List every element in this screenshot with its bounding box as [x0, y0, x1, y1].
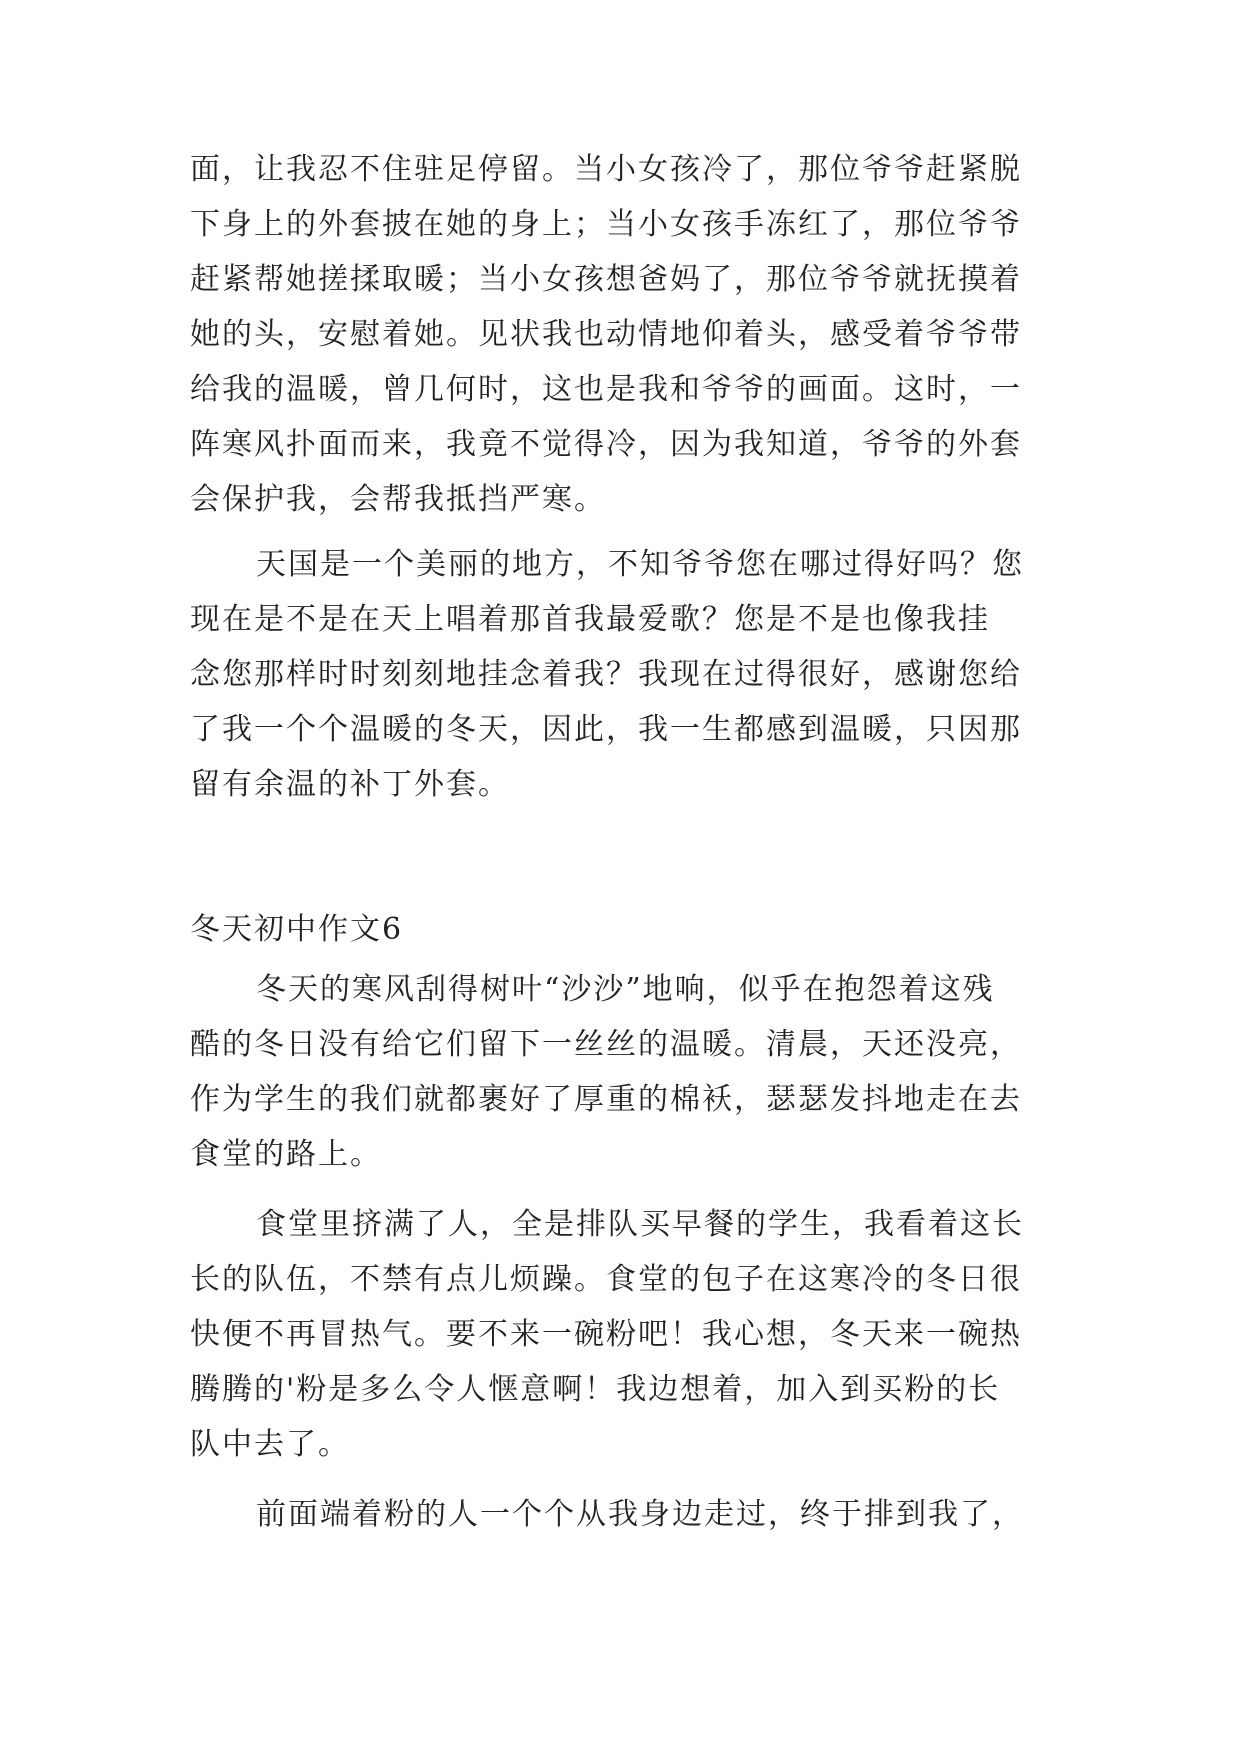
paragraph-line: 酷的冬日没有给它们留下一丝丝的温暖。清晨，天还没亮， [190, 1027, 1022, 1062]
paragraph-line: 留有余温的补丁外套。 [190, 767, 510, 802]
paragraph-line: 赶紧帮她搓揉取暖；当小女孩想爸妈了，那位爷爷就抚摸着 [190, 262, 1022, 297]
paragraph-line: 会保护我，会帮我抵挡严寒。 [190, 482, 606, 517]
paragraph-line: 阵寒风扑面而来，我竟不觉得冷，因为我知道，爷爷的外套 [190, 427, 1022, 462]
paragraph-line: 下身上的外套披在她的身上；当小女孩手冻红了，那位爷爷 [190, 207, 1022, 242]
paragraph-line: 念您那样时时刻刻地挂念着我？我现在过得很好，感谢您给 [190, 657, 1022, 692]
section-heading: 冬天初中作文6 [190, 912, 404, 947]
paragraph-line: 冬天的寒风刮得树叶“沙沙”地响，似乎在抱怨着这残 [256, 972, 995, 1007]
paragraph-line: 作为学生的我们就都裹好了厚重的棉袄，瑟瑟发抖地走在去 [190, 1082, 1022, 1117]
paragraph-line: 快便不再冒热气。要不来一碗粉吧！我心想，冬天来一碗热 [190, 1317, 1022, 1352]
paragraph-line: 天国是一个美丽的地方，不知爷爷您在哪过得好吗？您 [256, 547, 1024, 582]
paragraph-line: 她的头，安慰着她。见状我也动情地仰着头，感受着爷爷带 [190, 317, 1022, 352]
paragraph-line: 长的队伍，不禁有点儿烦躁。食堂的包子在这寒冷的冬日很 [190, 1262, 1022, 1297]
paragraph-line: 前面端着粉的人一个个从我身边走过，终于排到我了， [256, 1497, 1024, 1532]
paragraph-line: 食堂的路上。 [190, 1137, 382, 1172]
paragraph-line: 腾腾的'粉是多么令人惬意啊！我边想着，加入到买粉的长 [190, 1372, 1001, 1407]
paragraph-line: 现在是不是在天上唱着那首我最爱歌？您是不是也像我挂 [190, 602, 990, 637]
paragraph-line: 了我一个个温暖的冬天，因此，我一生都感到温暖，只因那 [190, 712, 1022, 747]
paragraph-line: 队中去了。 [190, 1427, 350, 1462]
paragraph-line: 食堂里挤满了人，全是排队买早餐的学生，我看着这长 [256, 1207, 1024, 1242]
paragraph-line: 面，让我忍不住驻足停留。当小女孩冷了，那位爷爷赶紧脱 [190, 152, 1022, 187]
paragraph-line: 给我的温暖，曾几何时，这也是我和爷爷的画面。这时，一 [190, 372, 1022, 407]
